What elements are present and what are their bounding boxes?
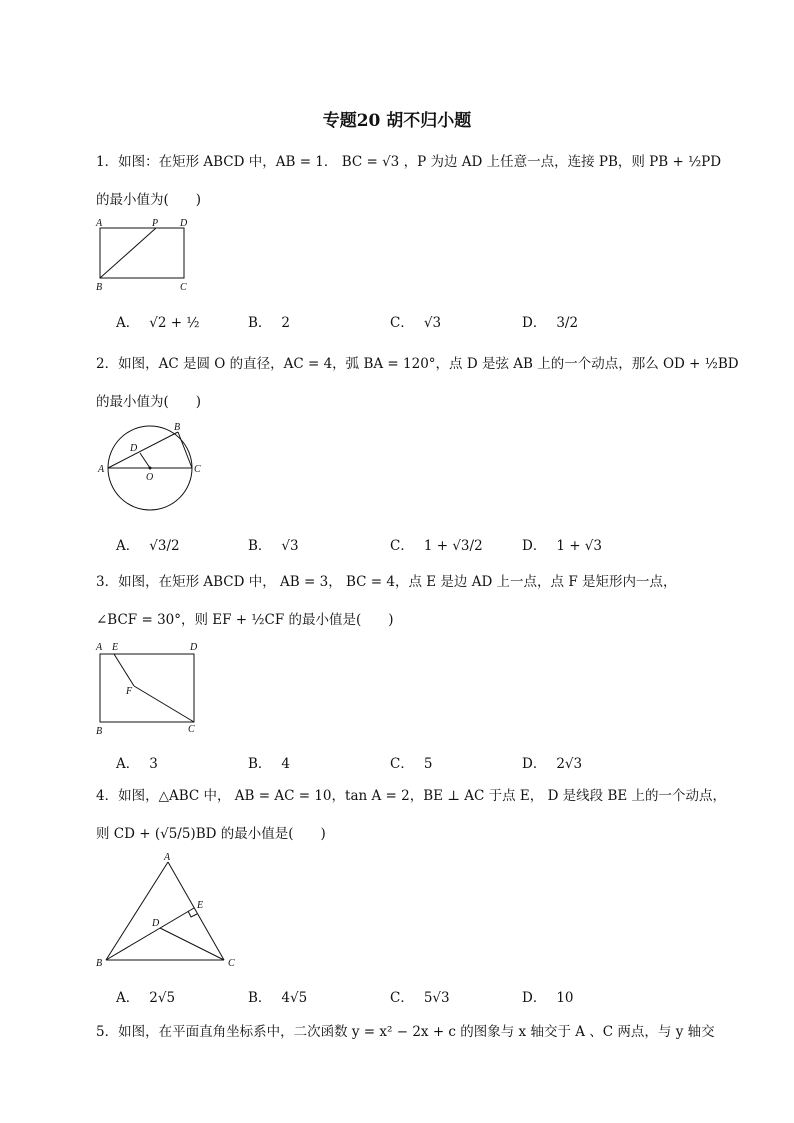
q2-option-a[interactable]: A． √3/2 [116, 538, 180, 554]
q4-figure-triangle [92, 850, 242, 972]
q3-text-line2: ∠BCF = 30°，则 EF + ½CF 的最小值是( ) [96, 612, 394, 628]
q4-label-d: D [152, 918, 160, 929]
q1-text-line2: 的最小值为( ) [96, 192, 202, 208]
q2-text-line1: 2．如图，AC 是圆 O 的直径，AC = 4，弧 BA = 120°，点 D 是弦 AB 上的一个动点，那么 OD + ½BD [96, 356, 739, 372]
q3-option-d[interactable]: D． 2√3 [522, 756, 583, 772]
q2-figure-circle [92, 418, 208, 518]
q3-label-b: B [96, 726, 103, 737]
q1-option-d[interactable]: D． 3/2 [522, 315, 579, 331]
q4-label-a: A [164, 852, 171, 863]
q1-label-c: C [180, 282, 187, 293]
q4-label-c: C [228, 958, 235, 969]
q4-option-d[interactable]: D． 10 [522, 990, 574, 1006]
q2-label-a: A [98, 464, 105, 475]
q4-text-line2: 则 CD + (√5/5)BD 的最小值是( ) [96, 826, 326, 842]
q2-option-b[interactable]: B． √3 [248, 538, 299, 554]
q3-figure-rectangle [92, 638, 206, 738]
q4-option-a[interactable]: A． 2√5 [116, 990, 176, 1006]
q5-text-line1: 5．如图，在平面直角坐标系中，二次函数 y = x² − 2x + c 的图象与 x 轴交于 A 、C 两点，与 y 轴交 [96, 1024, 715, 1040]
page-title: 专题20 胡不归小题 [322, 111, 472, 131]
q1-option-b[interactable]: B． 2 [248, 315, 291, 331]
q1-label-a: A [96, 218, 103, 229]
q4-option-b[interactable]: B． 4√5 [248, 990, 308, 1006]
q2-option-c[interactable]: C． 1 + √3/2 [390, 538, 483, 554]
q1-label-p: P [152, 218, 159, 229]
q3-label-c: C [188, 724, 195, 735]
q2-text-line2: 的最小值为( ) [96, 394, 202, 410]
q3-option-b[interactable]: B． 4 [248, 756, 291, 772]
q2-label-c: C [194, 464, 201, 475]
q3-option-c[interactable]: C． 5 [390, 756, 433, 772]
q4-label-b: B [96, 958, 103, 969]
q3-label-e: E [112, 642, 119, 653]
q2-label-d: D [130, 443, 138, 454]
q3-text-line1: 3．如图，在矩形 ABCD 中， AB = 3， BC = 4，点 E 是边 AD 上一点，点 F 是矩形内一点， [96, 574, 677, 590]
q3-option-a[interactable]: A． 3 [116, 756, 158, 772]
q1-option-c[interactable]: C． √3 [390, 315, 442, 331]
q4-option-c[interactable]: C． 5√3 [390, 990, 450, 1006]
q1-label-b: B [96, 282, 103, 293]
q2-option-d[interactable]: D． 1 + √3 [522, 538, 603, 554]
q1-option-a[interactable]: A． √2 + ½ [116, 315, 200, 331]
q3-label-a: A [96, 642, 103, 653]
q4-label-e: E [197, 900, 204, 911]
q2-label-o: O [146, 472, 154, 483]
q1-figure-rectangle [92, 216, 202, 294]
q4-text-line1: 4．如图，△ABC 中， AB = AC = 10，tan A = 2，BE ⊥ AC 于点 E， D 是线段 BE 上的一个动点， [96, 788, 727, 804]
q3-label-d: D [190, 642, 198, 653]
q1-text-line1: 1．如图：在矩形 ABCD 中，AB = 1． BC = √3 ，P 为边 AD 上任意一点，连接 PB，则 PB + ½PD [96, 154, 722, 170]
q2-label-b: B [174, 422, 181, 433]
q3-label-f: F [126, 686, 133, 697]
q1-label-d: D [180, 218, 188, 229]
